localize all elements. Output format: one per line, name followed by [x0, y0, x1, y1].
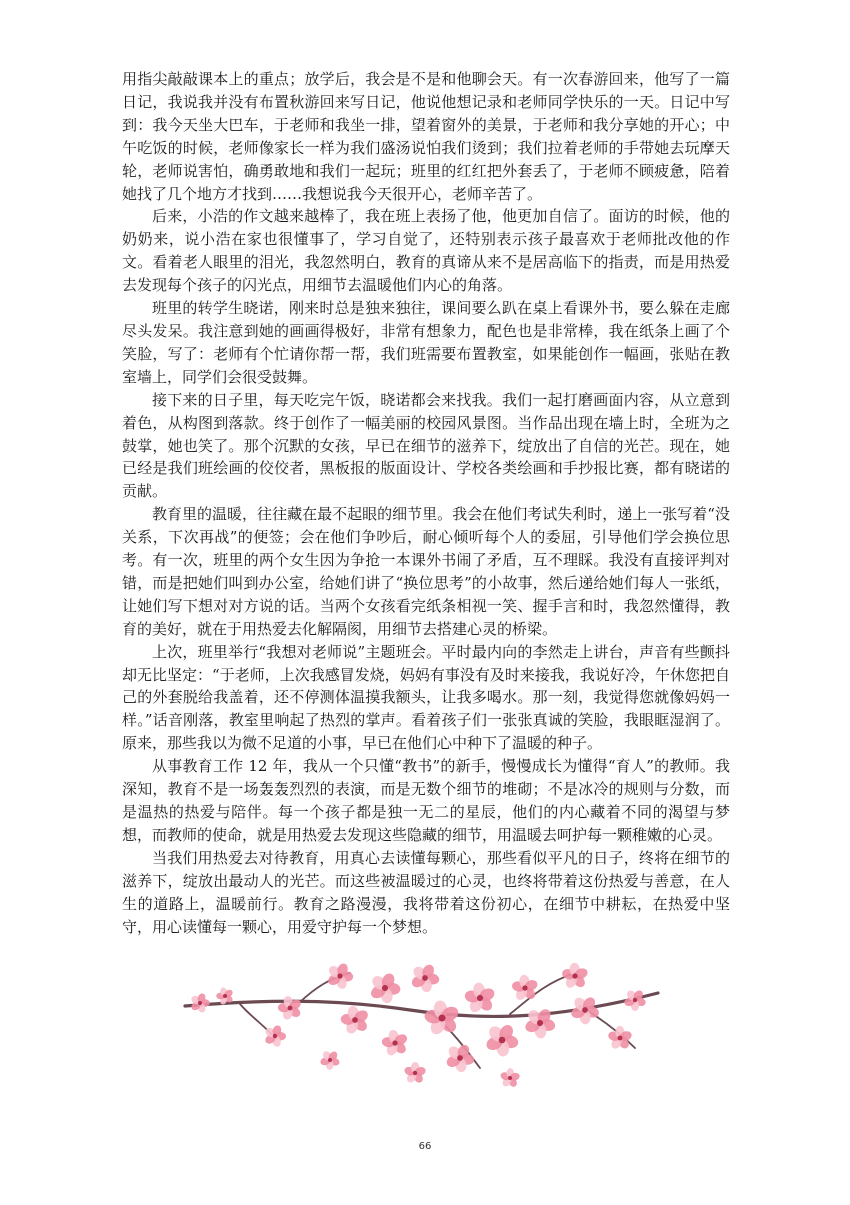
cherry-flower: [403, 1062, 427, 1084]
paragraph: 用指尖敲敲课本上的重点；放学后，我会是不是和他聊会天。有一次春游回来，他写了一篇日记，我说我并没有布置秋游回来写日记，他说他想记录和老师同学快乐的一天。日记中写到：我今天坐大巴车，于老师和我坐一排，望着窗外的美景，于老师和我分享她的开心；中午吃饭的时候，老师像家长一样为我们盛汤说怕我们烫到；我们拉着老师的手带她去玩摩天轮，老师说害怕，确勇敢地和我们一起玩；班里的红红把外套丢了，于老师不顾疲惫，陪着她找了几个地方才找到……我想说我今天很开心，老师辛苦了。: [122, 70, 730, 203]
cherry-flower: [607, 1026, 633, 1051]
cherry-flower: [511, 974, 539, 1001]
cherry-flower: [445, 1043, 475, 1073]
cherry-flower: [369, 972, 401, 1005]
cherry-flower: [464, 982, 497, 1014]
cherry-flower: [570, 995, 601, 1024]
paragraph: 教育里的温暖，往往藏在最不起眼的细节里。我会在他们考试失利时，递上一张写着“没关系，下次再战”的便签；会在他们争吵后，耐心倾听每个人的委屈，引导他们学会换位思考。有一次，班里的两个女生因为争抢一本课外书闹了矛盾，互不理睬。我没有直接评判对错，而是把她们叫到办公室，给她们讲了“换位思考”的小故事，然后递给她们每人一张纸，让她们写下想对对方说的话。当两个女孩看完纸条相视一笑、握手言和时，我忽然懂得，教育的美好，就在于用热爱去化解隔阂，用细节去搭建心灵的桥梁。: [122, 505, 730, 638]
cherry-flower: [381, 1029, 409, 1057]
cherry-flower: [484, 1023, 519, 1058]
paragraph: 后来，小浩的作文越来越棒了，我在班上表扬了他，他更加自信了。面访的时候，他的奶奶来，说小浩在家也很懂事了，学习自觉了，还特别表示孩子最喜欢于老师批改他的作文。看着老人眼里的泪光，我忽然明白，教育的真谛从来不是居高临下的指责，而是用热爱去发现每个孩子的闪光点，用细节去温暖他们内心的角落。: [122, 207, 730, 295]
article-body: [122, 68, 730, 938]
cherry-flower: [190, 992, 210, 1013]
cherry-flower: [499, 1068, 520, 1088]
cherry-flower: [264, 1024, 287, 1048]
paragraph: 班里的转学生晓诺，刚来时总是独来独往，课间要么趴在桌上看课外书，要么躲在走廊尽头发呆。我注意到她的画画得极好，非常有想象力，配色也是非常棒，我在纸条上画了个笑脸，写了：老师有个忙请你帮一帮，我们班需要布置教室，如果能创作一幅画，张贴在教室墙上，同学们会很受鼓舞。: [122, 299, 730, 386]
cherry-flower: [424, 1000, 461, 1037]
cherry-flower: [278, 995, 303, 1021]
cherry-blossom-branch-icon: [180, 948, 665, 1108]
paragraph: 上次，班里举行“我想对老师说”主题班会。平时最内向的李然走上讲台，声音有些颤抖却无比坚定：“于老师，上次我感冒发烧，妈妈有事没有及时来接我，我说好冷，午休您把自己的外套脱给我盖着，还不停测体温摸我额头，让我多喝水。那一刻，我觉得您就像妈妈一样。”话音刚落，教室里响起了热烈的掌声。看着孩子们一张张真诚的笑脸，我眼眶湿润了。原来，那些我以为微不足道的小事，早已在他们心中种下了温暖的种子。: [122, 642, 730, 753]
cherry-flower: [326, 962, 353, 990]
cherry-flower: [410, 963, 440, 993]
cherry-flower: [340, 1005, 370, 1035]
paragraph: 当我们用热爱去对待教育，用真心去读懂每颗心，那些看似平凡的日子，终将在细节的滋养下，绽放出最动人的光芒。而这些被温暖过的心灵，也终将带着这份热爱与善意，在人生的道路上，温暖前行。教育之路漫漫，我将带着这份初心，在细节中耕耘，在热爱中坚守，用心读懂每一颗心，用爱守护每一个梦想。: [122, 848, 730, 936]
paragraph: 从事教育工作 12 年，我从一个只懂“教书”的新手，慢慢成长为懂得“育人”的教师。我深知，教育不是一场轰轰烈烈的表演，而是无数个细节的堆砌；不是冰冷的规则与分数，而是温热的热爱与陪伴。每一个孩子都是独一无二的星辰，他们的内心藏着不同的渴望与梦想，而教师的使命，就是用热爱去发现这些隐藏的细节，用温暖去呵护每一颗稚嫩的心灵。: [122, 757, 730, 844]
cherry-flower: [561, 963, 589, 990]
paragraph: 接下来的日子里，每天吃完午饭，晓诺都会来找我。我们一起打磨画面内容，从立意到着色，从构图到落款。终于创作了一幅美丽的校园风景图。当作品出现在墙上时，全班为之鼓掌，她也笑了。那个沉默的女孩，早已在细节的滋养下，绽放出了自信的光芒。现在，她已经是我们班绘画的佼佼者，黑板报的版面设计、学校各类绘画和手抄报比赛，都有晓诺的贡献。: [122, 390, 730, 501]
cherry-flower: [623, 989, 647, 1011]
cherry-flower: [319, 1050, 340, 1070]
blossom-cluster: [190, 962, 647, 1088]
page-number: 66: [418, 1141, 432, 1152]
